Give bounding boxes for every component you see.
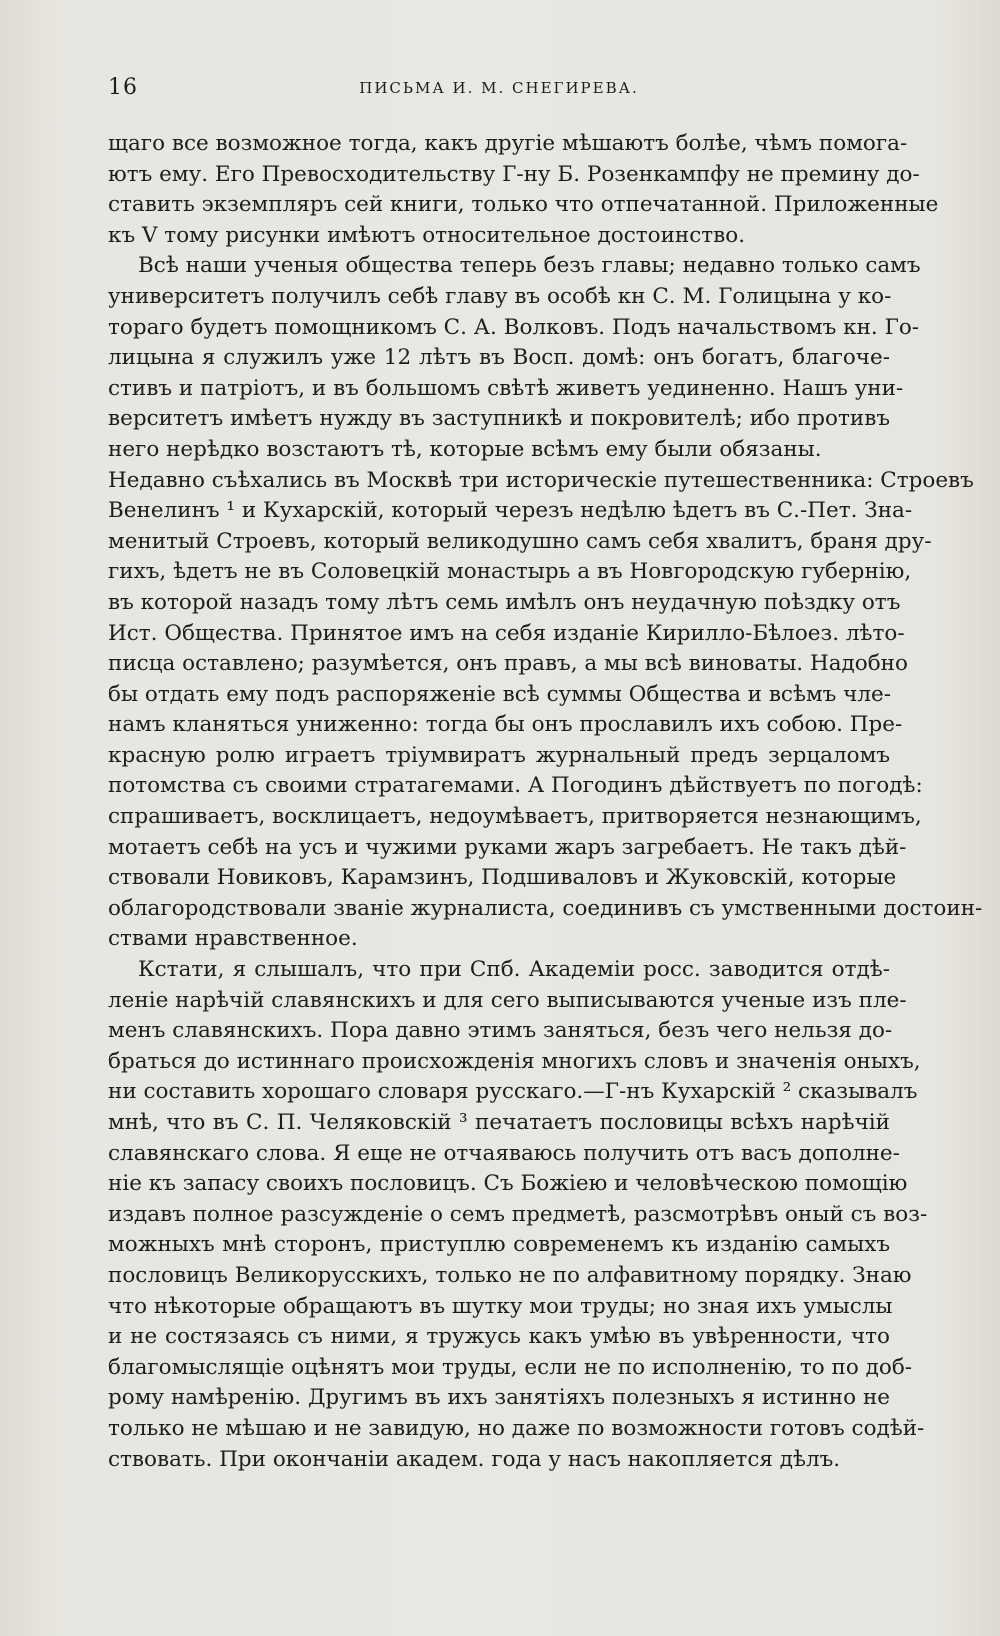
text-line: красную ролю играетъ тріумвиратъ журнальный предъ зерцаломъ — [108, 742, 890, 768]
text-line: менъ славянскихъ. Пора давно этимъ заняться, безъ чего нельзя до- — [108, 1018, 893, 1044]
text-line: ствовали Новиковъ, Карамзинъ, Подшиваловъ и Жуковскій, которые — [108, 865, 897, 891]
text-line: писца оставлено; разумѣется, онъ правъ, а мы всѣ виноваты. Надобно — [108, 651, 908, 677]
text-line: спрашиваетъ, восклицаетъ, недоумѣваетъ, притворяется незнающимъ, — [108, 804, 922, 830]
text-line: мнѣ, что въ С. П. Челяковскій ³ печатаетъ пословицы всѣхъ нарѣчій — [108, 1110, 890, 1135]
text-line: потомства съ своими стратагемами. А Погодинъ дѣйствуетъ по погодѣ: — [108, 773, 923, 799]
paragraph — [108, 466, 983, 956]
body-text — [108, 129, 983, 1475]
text-line: рому намѣренію. Другимъ въ ихъ занятіяхъ полезныхъ я истинно не — [108, 1385, 890, 1411]
page-header — [108, 75, 890, 105]
text-line: менитый Строевъ, который великодушно самъ себя хвалитъ, браня дру- — [108, 528, 932, 554]
text-line: верситетъ имѣетъ нужду въ заступникѣ и покровителѣ; ибо противъ — [108, 406, 890, 432]
text-line: ни составить хорошаго словаря русскаго.—Г-нъ Кухарскій ² сказывалъ — [108, 1079, 918, 1105]
text-line: Ист. Общества. Принятое имъ на себя изданіе Кирилло-Бѣлоез. лѣто- — [108, 620, 905, 646]
text-line: благомыслящіе оцѣнятъ мои труды, если не по исполненію, то по доб- — [108, 1354, 913, 1380]
paragraph — [108, 251, 921, 465]
running-title: ПИСЬМА И. М. СНЕГИРЕВА. — [359, 79, 639, 97]
paragraph — [108, 955, 928, 1475]
text-line: только не мѣшаю и не завидую, но даже по возможности готовъ содѣй- — [108, 1415, 925, 1441]
text-line: намъ кланяться униженно: тогда бы онъ прославилъ ихъ собою. Пре- — [108, 712, 903, 738]
text-line: ютъ ему. Его Превосходительству Г-ну Б. Розенкампфу не премину до- — [108, 161, 920, 187]
text-line: ствами нравственное. — [108, 926, 358, 952]
text-line: браться до истиннаго происхожденія многихъ словъ и значенія оныхъ, — [108, 1048, 921, 1074]
text-line: Недавно съѣхались въ Москвѣ три историческіе путешественника: Строевъ — [108, 467, 974, 493]
text-line: можныхъ мнѣ сторонъ, приступлю современемъ къ изданію самыхъ — [108, 1232, 890, 1258]
text-line: въ которой назадъ тому лѣтъ семь имѣлъ онъ неудачную поѣздку отъ — [108, 589, 901, 615]
text-line: гихъ, ѣдетъ не въ Соловецкій монастырь а въ Новгородскую губернію, — [108, 559, 912, 585]
text-line: ставить экземпляръ сей книги, только что отпечатанной. Приложенные — [108, 192, 939, 218]
text-line: издавъ полное разсужденіе о семъ предметѣ, разсмотрѣвъ оный съ воз- — [108, 1201, 928, 1227]
text-line: леніе нарѣчій славянскихъ и для сего выписываются ученые изъ пле- — [108, 987, 907, 1013]
text-line: Всѣ наши ученыя общества теперь безъ главы; недавно только самъ — [138, 253, 921, 279]
text-line: мотаетъ себѣ на усъ и чужими руками жаръ загребаетъ. Не такъ дѣй- — [108, 834, 907, 860]
text-line: облагородствовали званіе журналиста, соединивъ съ умственными достоин- — [108, 895, 983, 921]
text-line: что нѣкоторые обращаютъ въ шутку мои труды; но зная ихъ умыслы — [108, 1293, 893, 1319]
text-line: университетъ получилъ себѣ главу въ особѣ кн С. М. Голицына у ко- — [108, 283, 892, 309]
text-line: ствовать. При окончаніи академ. года у насъ накопляется дѣлъ. — [108, 1446, 841, 1472]
paragraph — [108, 129, 939, 251]
text-line: Кстати, я слышалъ, что при Спб. Академіи росс. заводится отдѣ- — [138, 957, 890, 983]
text-line: бы отдать ему подъ распоряженіе всѣ суммы Общества и всѣмъ чле- — [108, 681, 892, 707]
text-line: славянскаго слова. Я еще не отчаяваюсь получить отъ васъ дополне- — [108, 1140, 900, 1166]
text-line: ніе къ запасу своихъ пословицъ. Съ Божіею и человѣческою помощію — [108, 1171, 908, 1197]
text-line: и не состязаясь съ ними, я тружусь какъ умѣю въ увѣренности, что — [108, 1324, 890, 1350]
text-line: стивъ и патріотъ, и въ большомъ свѣтѣ живетъ уединенно. Нашъ уни- — [108, 375, 904, 401]
text-line: щаго все возможное тогда, какъ другіе мѣшаютъ болѣе, чѣмъ помога- — [108, 131, 908, 156]
text-line: къ V тому рисунки имѣютъ относительное достоинство. — [108, 222, 746, 248]
text-line: лицына я служилъ уже 12 лѣтъ въ Восп. домѣ: онъ богатъ, благоче- — [108, 345, 890, 371]
page-number: 16 — [108, 75, 138, 100]
text-line: него нерѣдко возстаютъ тѣ, которые всѣмъ ему были обязаны. — [108, 436, 822, 462]
text-line: пословицъ Великорусскихъ, только не по алфавитному порядку. Знаю — [108, 1262, 912, 1288]
text-line: тораго будетъ помощникомъ С. А. Волковъ. Подъ начальствомъ кн. Го- — [108, 314, 920, 340]
text-line: Венелинъ ¹ и Кухарскій, который черезъ недѣлю ѣдетъ въ С.-Пет. Зна- — [108, 498, 913, 524]
